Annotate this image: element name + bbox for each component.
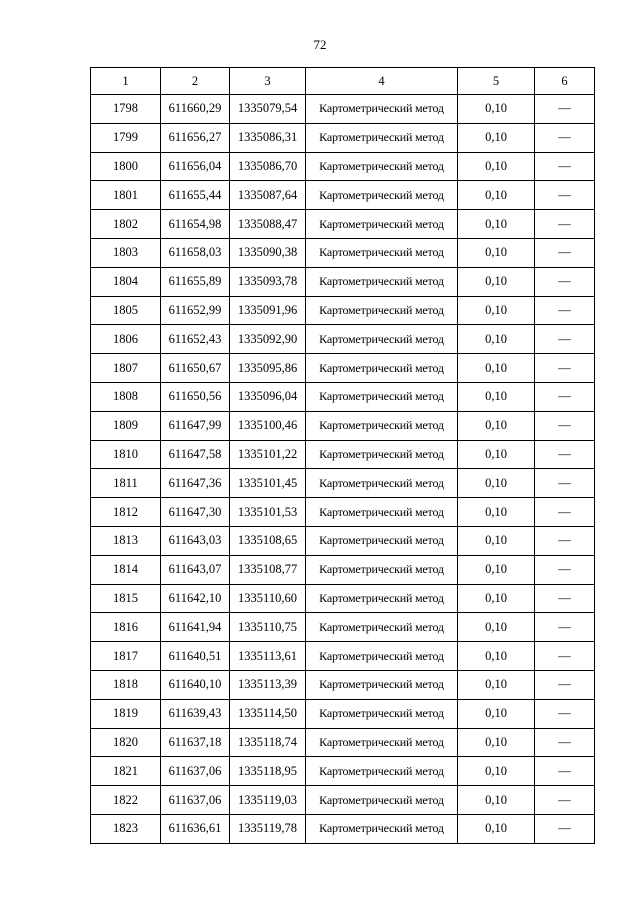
point-number-cell: 1806: [91, 325, 161, 354]
coordinates-table: [90, 67, 595, 844]
table-row: [91, 642, 595, 671]
accuracy-cell: 0,10: [458, 498, 535, 527]
method-cell: Картометрический метод: [306, 296, 458, 325]
accuracy-cell: 0,10: [458, 786, 535, 815]
point-number-cell: 1802: [91, 210, 161, 239]
y-coordinate-cell: 1335101,22: [230, 440, 306, 469]
method-cell: Картометрический метод: [306, 181, 458, 210]
y-coordinate-cell: 1335113,61: [230, 642, 306, 671]
point-number-cell: 1804: [91, 267, 161, 296]
method-cell: Картометрический метод: [306, 642, 458, 671]
y-coordinate-cell: 1335114,50: [230, 699, 306, 728]
method-cell: Картометрический метод: [306, 555, 458, 584]
y-coordinate-cell: 1335119,78: [230, 814, 306, 843]
point-number-cell: 1817: [91, 642, 161, 671]
x-coordinate-cell: 611639,43: [161, 699, 230, 728]
table-row: [91, 670, 595, 699]
table-header-row: [91, 68, 595, 95]
y-coordinate-cell: 1335101,45: [230, 469, 306, 498]
description-cell: —: [535, 325, 595, 354]
table-row: [91, 613, 595, 642]
description-cell: —: [535, 469, 595, 498]
x-coordinate-cell: 611660,29: [161, 95, 230, 124]
accuracy-cell: 0,10: [458, 152, 535, 181]
point-number-cell: 1811: [91, 469, 161, 498]
table-row: [91, 123, 595, 152]
accuracy-cell: 0,10: [458, 584, 535, 613]
x-coordinate-cell: 611647,30: [161, 498, 230, 527]
description-cell: —: [535, 728, 595, 757]
description-cell: —: [535, 95, 595, 124]
y-coordinate-cell: 1335096,04: [230, 382, 306, 411]
description-cell: —: [535, 584, 595, 613]
method-cell: Картометрический метод: [306, 526, 458, 555]
accuracy-cell: 0,10: [458, 642, 535, 671]
table-row: [91, 354, 595, 383]
method-cell: Картометрический метод: [306, 411, 458, 440]
point-number-cell: 1823: [91, 814, 161, 843]
accuracy-cell: 0,10: [458, 526, 535, 555]
column-header: 4: [306, 68, 458, 95]
table-row: [91, 555, 595, 584]
method-cell: Картометрический метод: [306, 613, 458, 642]
x-coordinate-cell: 611656,27: [161, 123, 230, 152]
method-cell: Картометрический метод: [306, 814, 458, 843]
point-number-cell: 1807: [91, 354, 161, 383]
description-cell: —: [535, 440, 595, 469]
x-coordinate-cell: 611641,94: [161, 613, 230, 642]
table-row: [91, 181, 595, 210]
method-cell: Картометрический метод: [306, 382, 458, 411]
table-row: [91, 786, 595, 815]
point-number-cell: 1800: [91, 152, 161, 181]
method-cell: Картометрический метод: [306, 354, 458, 383]
table-row: [91, 152, 595, 181]
description-cell: —: [535, 670, 595, 699]
accuracy-cell: 0,10: [458, 440, 535, 469]
x-coordinate-cell: 611640,10: [161, 670, 230, 699]
method-cell: Картометрический метод: [306, 238, 458, 267]
x-coordinate-cell: 611654,98: [161, 210, 230, 239]
x-coordinate-cell: 611643,03: [161, 526, 230, 555]
accuracy-cell: 0,10: [458, 469, 535, 498]
x-coordinate-cell: 611647,58: [161, 440, 230, 469]
point-number-cell: 1809: [91, 411, 161, 440]
table-row: [91, 382, 595, 411]
accuracy-cell: 0,10: [458, 814, 535, 843]
accuracy-cell: 0,10: [458, 354, 535, 383]
method-cell: Картометрический метод: [306, 786, 458, 815]
method-cell: Картометрический метод: [306, 699, 458, 728]
x-coordinate-cell: 611650,56: [161, 382, 230, 411]
y-coordinate-cell: 1335095,86: [230, 354, 306, 383]
table-row: [91, 267, 595, 296]
x-coordinate-cell: 611655,44: [161, 181, 230, 210]
accuracy-cell: 0,10: [458, 210, 535, 239]
table-row: [91, 814, 595, 843]
accuracy-cell: 0,10: [458, 296, 535, 325]
table-row: [91, 498, 595, 527]
point-number-cell: 1820: [91, 728, 161, 757]
method-cell: Картометрический метод: [306, 267, 458, 296]
table-row: [91, 238, 595, 267]
table-body: [91, 95, 595, 844]
table-row: [91, 296, 595, 325]
x-coordinate-cell: 611643,07: [161, 555, 230, 584]
point-number-cell: 1814: [91, 555, 161, 584]
y-coordinate-cell: 1335118,95: [230, 757, 306, 786]
description-cell: —: [535, 210, 595, 239]
accuracy-cell: 0,10: [458, 325, 535, 354]
y-coordinate-cell: 1335086,70: [230, 152, 306, 181]
column-header: 6: [535, 68, 595, 95]
method-cell: Картометрический метод: [306, 440, 458, 469]
accuracy-cell: 0,10: [458, 238, 535, 267]
x-coordinate-cell: 611640,51: [161, 642, 230, 671]
table-row: [91, 440, 595, 469]
table-row: [91, 95, 595, 124]
accuracy-cell: 0,10: [458, 670, 535, 699]
point-number-cell: 1822: [91, 786, 161, 815]
description-cell: —: [535, 642, 595, 671]
description-cell: —: [535, 786, 595, 815]
x-coordinate-cell: 611652,99: [161, 296, 230, 325]
description-cell: —: [535, 555, 595, 584]
table-row: [91, 757, 595, 786]
x-coordinate-cell: 611656,04: [161, 152, 230, 181]
description-cell: —: [535, 498, 595, 527]
method-cell: Картометрический метод: [306, 152, 458, 181]
point-number-cell: 1801: [91, 181, 161, 210]
accuracy-cell: 0,10: [458, 181, 535, 210]
table-row: [91, 526, 595, 555]
method-cell: Картометрический метод: [306, 95, 458, 124]
description-cell: —: [535, 613, 595, 642]
x-coordinate-cell: 611636,61: [161, 814, 230, 843]
y-coordinate-cell: 1335118,74: [230, 728, 306, 757]
x-coordinate-cell: 611655,89: [161, 267, 230, 296]
table-row: [91, 584, 595, 613]
accuracy-cell: 0,10: [458, 699, 535, 728]
point-number-cell: 1805: [91, 296, 161, 325]
y-coordinate-cell: 1335079,54: [230, 95, 306, 124]
x-coordinate-cell: 611642,10: [161, 584, 230, 613]
y-coordinate-cell: 1335101,53: [230, 498, 306, 527]
method-cell: Картометрический метод: [306, 325, 458, 354]
description-cell: —: [535, 814, 595, 843]
description-cell: —: [535, 238, 595, 267]
method-cell: Картометрический метод: [306, 584, 458, 613]
point-number-cell: 1812: [91, 498, 161, 527]
page-number: 72: [313, 37, 327, 52]
description-cell: —: [535, 296, 595, 325]
x-coordinate-cell: 611652,43: [161, 325, 230, 354]
description-cell: —: [535, 699, 595, 728]
y-coordinate-cell: 1335108,77: [230, 555, 306, 584]
y-coordinate-cell: 1335110,75: [230, 613, 306, 642]
method-cell: Картометрический метод: [306, 728, 458, 757]
y-coordinate-cell: 1335086,31: [230, 123, 306, 152]
point-number-cell: 1813: [91, 526, 161, 555]
y-coordinate-cell: 1335092,90: [230, 325, 306, 354]
point-number-cell: 1803: [91, 238, 161, 267]
description-cell: —: [535, 267, 595, 296]
y-coordinate-cell: 1335110,60: [230, 584, 306, 613]
column-header: 5: [458, 68, 535, 95]
x-coordinate-cell: 611637,06: [161, 786, 230, 815]
accuracy-cell: 0,10: [458, 95, 535, 124]
table-row: [91, 699, 595, 728]
y-coordinate-cell: 1335087,64: [230, 181, 306, 210]
point-number-cell: 1799: [91, 123, 161, 152]
accuracy-cell: 0,10: [458, 613, 535, 642]
method-cell: Картометрический метод: [306, 498, 458, 527]
description-cell: —: [535, 382, 595, 411]
accuracy-cell: 0,10: [458, 728, 535, 757]
table-row: [91, 411, 595, 440]
description-cell: —: [535, 123, 595, 152]
accuracy-cell: 0,10: [458, 555, 535, 584]
x-coordinate-cell: 611647,36: [161, 469, 230, 498]
y-coordinate-cell: 1335090,38: [230, 238, 306, 267]
description-cell: —: [535, 757, 595, 786]
x-coordinate-cell: 611647,99: [161, 411, 230, 440]
table-row: [91, 728, 595, 757]
x-coordinate-cell: 611637,06: [161, 757, 230, 786]
y-coordinate-cell: 1335091,96: [230, 296, 306, 325]
method-cell: Картометрический метод: [306, 123, 458, 152]
x-coordinate-cell: 611650,67: [161, 354, 230, 383]
point-number-cell: 1798: [91, 95, 161, 124]
column-header: 1: [91, 68, 161, 95]
accuracy-cell: 0,10: [458, 411, 535, 440]
method-cell: Картометрический метод: [306, 757, 458, 786]
point-number-cell: 1821: [91, 757, 161, 786]
y-coordinate-cell: 1335088,47: [230, 210, 306, 239]
accuracy-cell: 0,10: [458, 123, 535, 152]
y-coordinate-cell: 1335100,46: [230, 411, 306, 440]
point-number-cell: 1816: [91, 613, 161, 642]
method-cell: Картометрический метод: [306, 469, 458, 498]
point-number-cell: 1819: [91, 699, 161, 728]
x-coordinate-cell: 611637,18: [161, 728, 230, 757]
table-row: [91, 469, 595, 498]
y-coordinate-cell: 1335093,78: [230, 267, 306, 296]
table-row: [91, 325, 595, 354]
point-number-cell: 1808: [91, 382, 161, 411]
column-header: 3: [230, 68, 306, 95]
point-number-cell: 1815: [91, 584, 161, 613]
accuracy-cell: 0,10: [458, 382, 535, 411]
table-row: [91, 210, 595, 239]
point-number-cell: 1818: [91, 670, 161, 699]
description-cell: —: [535, 152, 595, 181]
x-coordinate-cell: 611658,03: [161, 238, 230, 267]
point-number-cell: 1810: [91, 440, 161, 469]
column-header: 2: [161, 68, 230, 95]
y-coordinate-cell: 1335113,39: [230, 670, 306, 699]
description-cell: —: [535, 526, 595, 555]
method-cell: Картометрический метод: [306, 670, 458, 699]
method-cell: Картометрический метод: [306, 210, 458, 239]
y-coordinate-cell: 1335108,65: [230, 526, 306, 555]
accuracy-cell: 0,10: [458, 267, 535, 296]
description-cell: —: [535, 181, 595, 210]
accuracy-cell: 0,10: [458, 757, 535, 786]
y-coordinate-cell: 1335119,03: [230, 786, 306, 815]
description-cell: —: [535, 411, 595, 440]
description-cell: —: [535, 354, 595, 383]
